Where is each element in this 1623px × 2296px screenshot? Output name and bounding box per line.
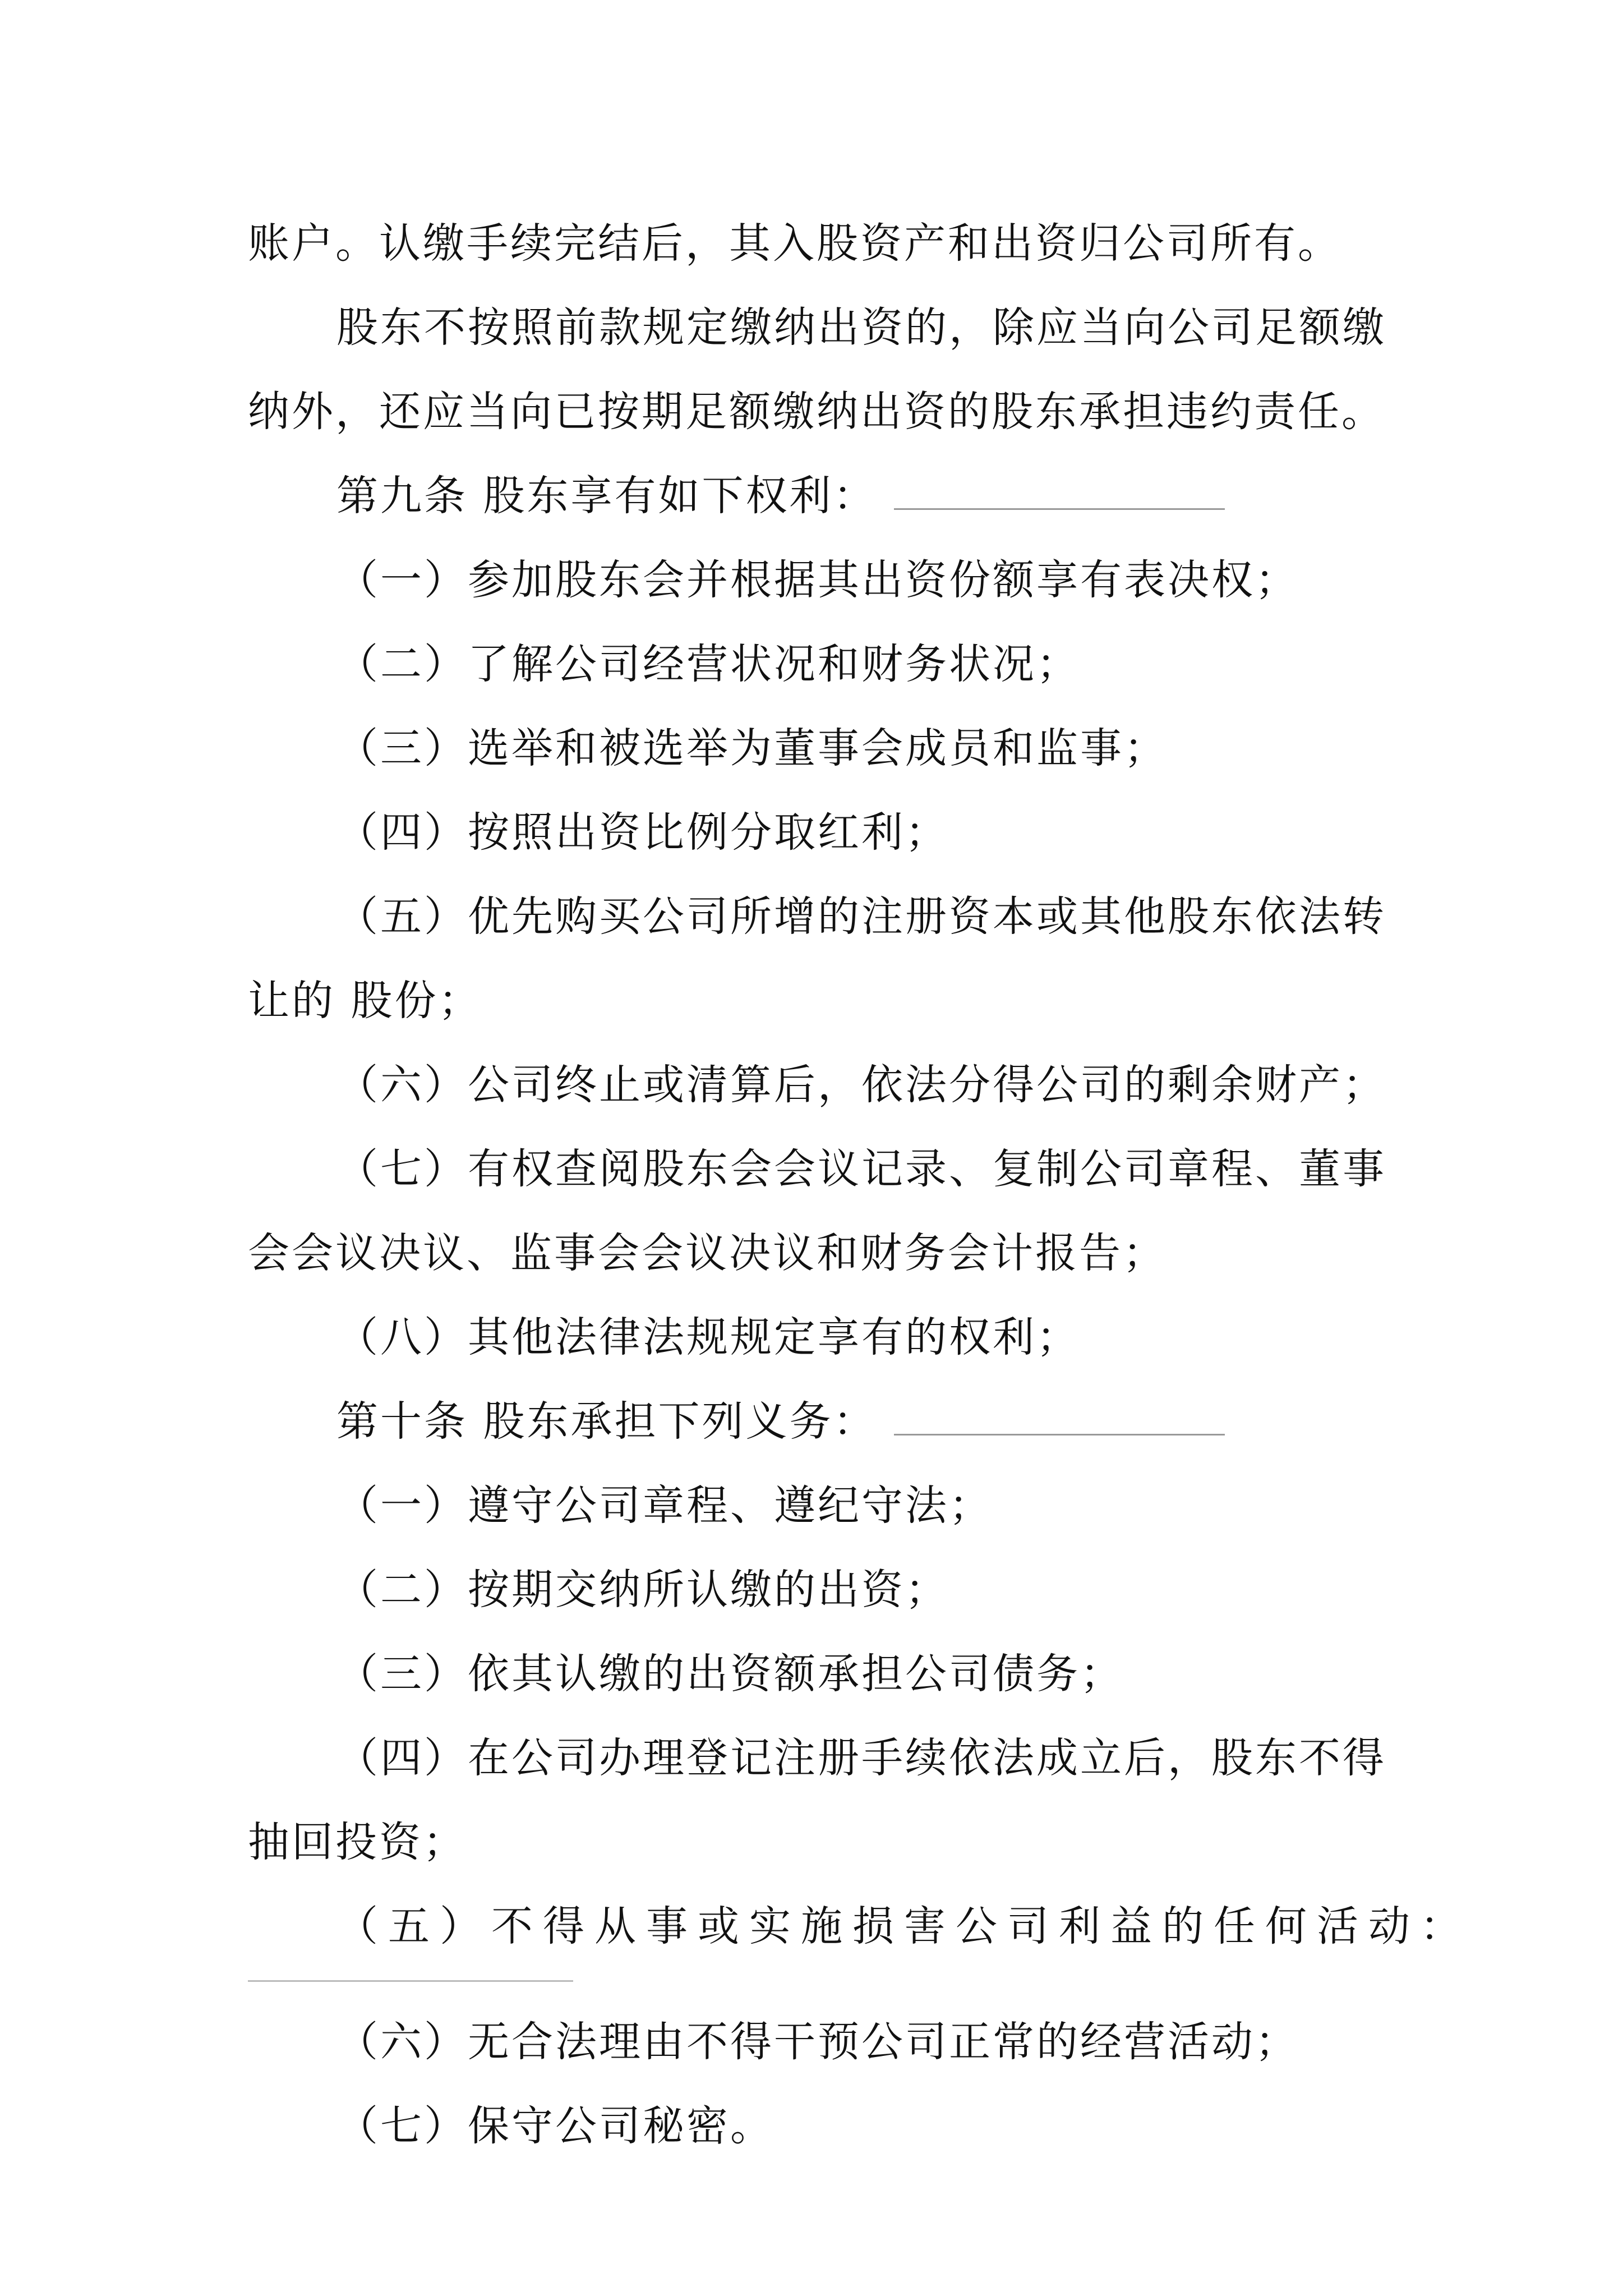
duty-item-6: （六）无合法理由不得干预公司正常的经营活动； <box>336 2018 1299 2066</box>
right-item-8: （八）其他法律法规规定享有的权利； <box>336 1313 1080 1361</box>
duty-item-7: （七）保守公司秘密。 <box>336 2102 774 2150</box>
right-item-7: （七）有权查阅股东会会议记录、复制公司章程、董事 <box>336 1145 1386 1193</box>
right-item-1: （一）参加股东会并根据其出资份额享有表决权； <box>336 556 1299 604</box>
right-item-5-cont: 让的 股份； <box>248 977 482 1025</box>
right-item-4: （四）按照出资比例分取红利； <box>336 808 949 857</box>
duty-item-5: （五）不得从事或实施损害公司利益的任何活动： <box>336 1902 1472 1950</box>
text-line-2: 股东不按照前款规定缴纳出资的，除应当向公司足额缴 <box>336 303 1386 352</box>
separator-line <box>248 1980 573 1982</box>
right-item-2: （二）了解公司经营状况和财务状况； <box>336 640 1080 688</box>
duty-item-2: （二）按期交纳所认缴的出资； <box>336 1566 949 1614</box>
duty-item-4: （四）在公司办理登记注册手续依法成立后，股东不得 <box>336 1734 1386 1782</box>
duty-item-4-cont: 抽回投资； <box>248 1818 467 1866</box>
duty-item-3: （三）依其认缴的出资额承担公司债务； <box>336 1650 1124 1698</box>
right-item-7-cont: 会会议决议、监事会会议决议和财务会计报告； <box>248 1229 1166 1277</box>
article-9-heading <box>336 468 1225 524</box>
article-9-title: 第九条 股东享有如下权利： <box>336 472 877 520</box>
article-10-title: 第十条 股东承担下列义务： <box>336 1397 877 1446</box>
text-line-1: 账户。认缴手续完结后，其入股资产和出资归公司所有。 <box>248 219 1341 268</box>
right-item-5: （五）优先购买公司所增的注册资本或其他股东依法转 <box>336 892 1386 941</box>
right-item-3: （三）选举和被选举为董事会成员和监事； <box>336 724 1168 772</box>
article-10-heading <box>336 1393 1225 1450</box>
article-9-blank-line <box>894 469 1225 510</box>
duty-item-1: （一）遵守公司章程、遵纪守法； <box>336 1481 993 1530</box>
article-10-blank-line <box>894 1395 1225 1435</box>
text-line-3: 纳外，还应当向已按期足额缴纳出资的股东承担违约责任。 <box>248 388 1385 436</box>
right-item-6: （六）公司终止或清算后，依法分得公司的剩余财产； <box>336 1061 1386 1109</box>
